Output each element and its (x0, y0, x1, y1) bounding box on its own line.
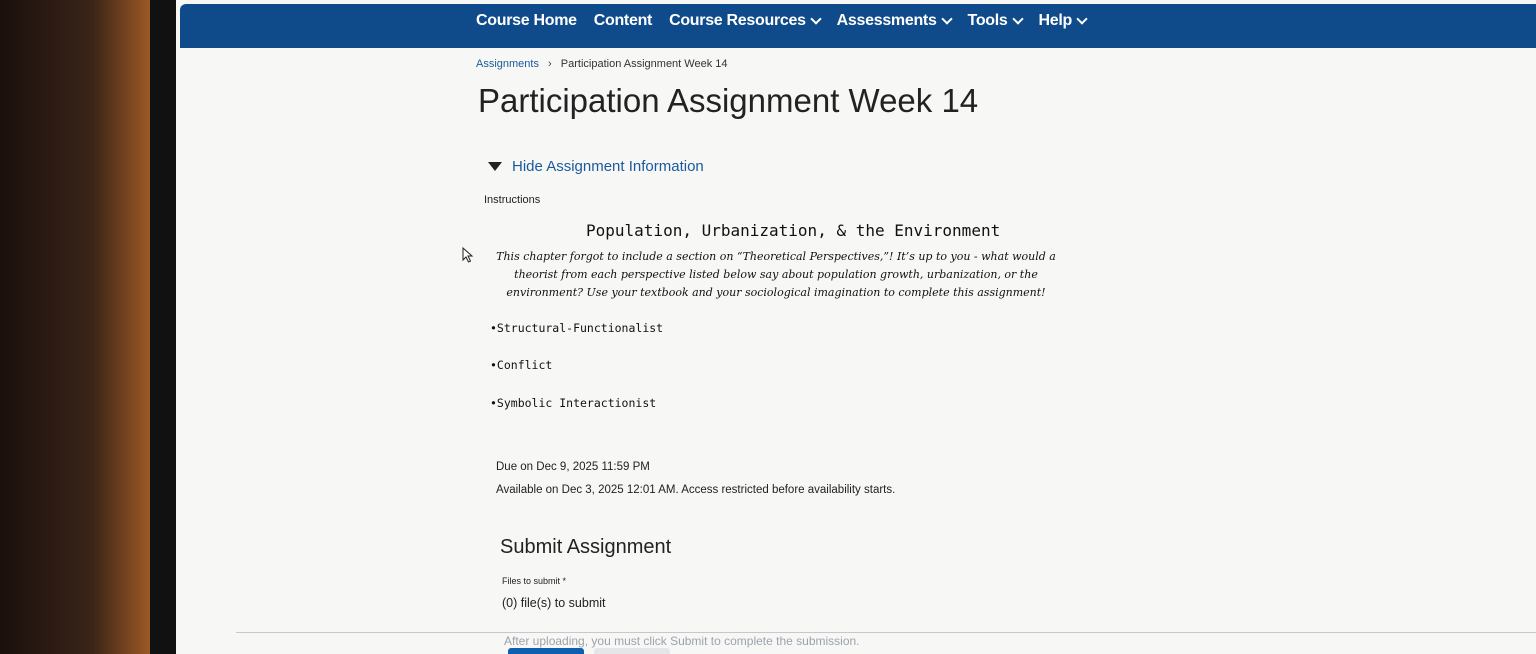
breadcrumb-separator: › (548, 58, 552, 70)
nav-help-label: Help (1038, 12, 1073, 29)
nav-content-label: Content (593, 12, 653, 29)
hide-assignment-info-toggle[interactable] (488, 158, 704, 175)
submit-button[interactable] (508, 648, 584, 654)
perspective-item: •Symbolic Interactionist (490, 396, 657, 410)
nav-assessments-label: Assessments (836, 12, 937, 29)
chevron-down-icon (1012, 13, 1023, 24)
availability-date: Available on Dec 3, 2025 12:01 AM. Access restricted before availability starts. (496, 484, 896, 496)
instructions-heading: Population, Urbanization, & the Environment (586, 221, 1001, 240)
breadcrumb (476, 58, 728, 70)
files-to-submit-label (502, 576, 566, 586)
cancel-button[interactable] (594, 648, 670, 654)
nav-course-home-label: Course Home (476, 12, 577, 29)
section-divider (236, 632, 1536, 633)
nav-assessments[interactable] (837, 12, 951, 30)
caret-down-icon (488, 162, 502, 171)
nav-menu (476, 12, 1103, 30)
chevron-down-icon (1076, 13, 1087, 24)
chevron-down-icon (941, 13, 952, 24)
due-date: Due on Dec 9, 2025 11:59 PM (496, 461, 650, 473)
instructions-body: This chapter forgot to include a section on “Theoretical Perspectives,”! It’s up to you - what would a theorist from each perspective listed below say about population growth, urbanization, or the environment? Use your textbook and your sociological imagination to complete this assignment! (496, 250, 1056, 299)
submit-assignment-heading: Submit Assignment (500, 536, 672, 558)
browser-screen (176, 0, 1536, 654)
breadcrumb-current: Participation Assignment Week 14 (560, 58, 728, 70)
instructions-label: Instructions (484, 194, 541, 206)
page-title: Participation Assignment Week 14 (478, 82, 979, 119)
files-label-text: Files to submit (502, 576, 561, 586)
mouse-cursor-icon (462, 247, 474, 263)
course-navbar (180, 4, 1536, 48)
breadcrumb-assignments-link[interactable]: Assignments (476, 58, 539, 70)
nav-tools[interactable] (968, 12, 1022, 30)
nav-help[interactable] (1039, 12, 1086, 30)
required-marker: * (562, 576, 567, 586)
nav-course-home[interactable] (476, 12, 577, 30)
nav-tools-label: Tools (967, 12, 1008, 29)
upload-hint: After uploading, you must click Submit to complete the submission. (504, 634, 860, 648)
nav-course-resources-label: Course Resources (669, 12, 806, 29)
nav-content[interactable] (594, 12, 652, 30)
perspective-item: •Conflict (490, 358, 553, 372)
files-count: (0) file(s) to submit (502, 596, 606, 610)
toggle-label: Hide Assignment Information (512, 158, 704, 175)
perspective-item: •Structural-Functionalist (490, 321, 664, 335)
nav-course-resources[interactable] (669, 12, 820, 30)
chevron-down-icon (810, 13, 821, 24)
